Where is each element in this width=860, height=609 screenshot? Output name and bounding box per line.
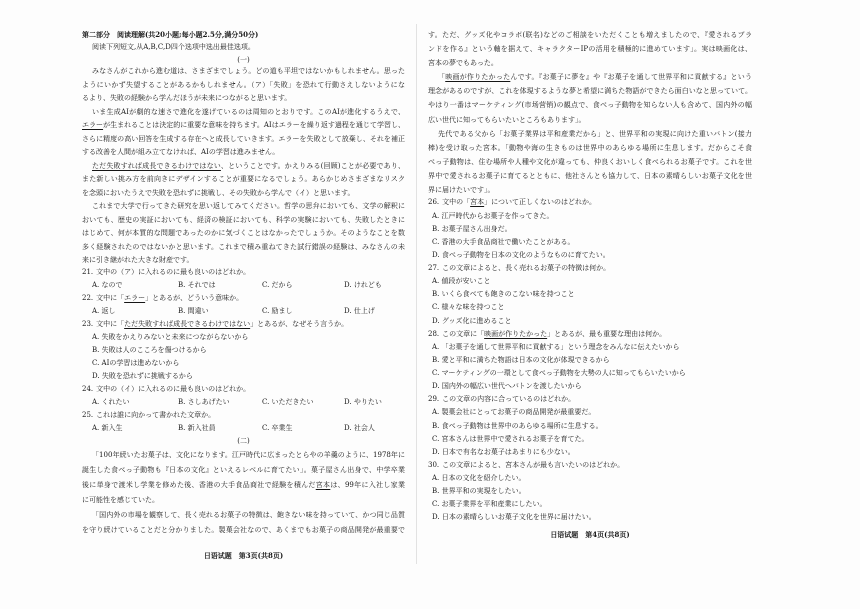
question-number: 26. [428,198,440,207]
passage-line: 先代である父から「お菓子業界は平和産業だから」と、世界平和の実現に向けた重いバトン(接力 [438,129,752,138]
text-segment: 、ということです。かえりみる(回顾)ことが必要であり、 [220,161,405,170]
question-stem [82,318,405,331]
question-stem [428,262,752,275]
text-segment: んです。『お菓子に夢を』や『お菓子を通して世界平和に貢献する』という [510,73,752,82]
question-stem [428,459,752,472]
question-22 [82,292,405,318]
passage-line: 界に届けたいです」。 [428,186,495,195]
answer-option: D. 食べっ子動物を日本の文化のようなものに育てたい。 [432,250,610,259]
passage-line [82,478,405,493]
text-segment: 「 [438,73,446,82]
passage-line: はじめて、何が本質的な問題であったのかに気づくことはなかったでしょうか。そのようなことを数 [82,229,405,238]
question-27 [428,262,752,328]
section-instructions: 阅读下列短文,从A,B,C,D四个选项中选出最佳选项。 [92,43,255,51]
question-30 [428,459,752,525]
answer-option: B. お菓子屋さん出身だ。 [432,224,512,233]
question-23 [82,318,405,383]
question-28 [428,328,752,394]
question-number: 29. [428,395,440,404]
answer-option: D. 日本で有名なお菓子はあまりにも少ない。 [432,447,575,456]
question-number: 28. [428,329,440,338]
passage-2 [82,448,405,538]
question-text: 文中の（ア）に入れるのに最も良いのはどれか。 [96,267,251,276]
answer-option: C. 卒業生 [262,423,293,432]
question-text: この文章の内容に合っているのはどれか。 [442,395,576,404]
page-footer-left: 日语试题 第3页(共8页) [203,551,284,560]
text-segment: 」とあるが、どういう意味か。 [145,293,244,302]
page-footer-right: 日语试题 第4页(共8页) [550,530,630,539]
question-29 [428,393,752,459]
passage-line: べっ子動物は、住む場所や人種や文化が違っても、仲良くおいしく食べられるお菓子です。これを世 [428,157,752,166]
answer-option: D. 仕上げ [344,306,375,315]
question-text [442,330,666,338]
question-stem [82,266,405,279]
passage-line: るより、失敗の経験から学んだほうが未来につながると思います。 [82,94,292,103]
options-row [82,305,405,318]
passage-line: 誕生した食べっ子動物も『日本の文化』といえるレベルに育てたい」。菓子屋さん出身で、中学卒業 [82,465,405,474]
answer-option: A. 値段が安いこと [432,277,491,286]
answer-option: D. けれども [344,280,382,289]
section-title: 第二部分 阅读理解(共20小题;每小题2.5分,满分50分) [82,30,259,39]
question-number: 27. [428,264,440,273]
question-text: 文中の（イ）に入れるのに最も良いのはどれか。 [96,384,251,393]
question-text [96,320,348,328]
question-stem [428,393,752,406]
question-group-2 [428,196,752,524]
answer-option: C. 様々な味を持つこと [432,303,505,312]
passage-line [428,70,752,84]
text-segment: 」とあるが、最も重要な理由は何か。 [547,329,667,338]
question-26 [428,196,752,262]
question-text: この文章によると、宮本さんが最も言いたいのはどれか。 [442,460,625,469]
passage-line: いま生成AIが劇的な速さで進化を遂げているのは周知のとおりです。このAIが進化するうえで、 [92,107,405,116]
answer-option: A. 江戸時代からお菓子を作ってきた。 [432,211,554,220]
passage-line: を守り続けていることだと分かりました。製菓会社なので、あくまでもお菓子の商品開発が最重要で [82,525,405,534]
answer-option: A. 失敗をかえりみないと未来につながらないから [92,332,249,341]
underlined-text: エラー [124,293,146,302]
question-number: 30. [428,460,440,469]
text-segment: 文中に「 [96,293,125,302]
answer-option: D. 国内外の幅広い世代へバトンを渡したいから [432,382,582,391]
options-row [82,396,405,409]
answer-option: A. 製菓会社にとってお菓子の商品開発が最重要だ。 [432,408,596,417]
underlined-text: 映画が作りたかった [445,73,511,82]
answer-option: C. マーケティングの一環として食べっ子動物を大勢の人に知ってもらいたいから [432,369,686,378]
text-segment: は、99年に入社し家業 [330,480,405,489]
question-text [442,198,596,206]
answer-option: A. くれたい [92,397,130,406]
question-text: これは誰に向かって書かれた文章か。 [96,410,216,419]
passage-line: 「100年続いたお菓子は、文化になります。江戸時代に広まったとらやの羊羹のように、1978年に [92,450,405,459]
passage-line: 理念があるのですが、これを体現するような夢と希望に満ちた物語ができたら面白いなと思っていて。 [428,87,752,96]
answer-option: D. 日本の素晴らしいお菓子文化を世界に届けたい。 [432,513,596,522]
answer-option: A. 日本の文化を紹介したい。 [432,474,526,483]
underlined-text: エラー [82,121,104,130]
question-25 [82,409,405,435]
passage-line: おいても、歴史の実証においても、経済の検証においても、科学の実験においても、失敗したときに [82,215,405,224]
passage-line: ンドを作る』という軸を据えて、キャラクターIPの活用を積極的に進めています」。実は映画化は、 [428,45,752,54]
question-stem [428,328,752,341]
answer-option: B. いくら食べても飽きのこない味を持つこと [432,290,575,299]
answer-option: B. それでは [178,280,216,289]
text-segment: 」とあるが、なぜそう言うか。 [250,319,349,328]
answer-option: C. 励まし [262,306,293,315]
passage-line: やはり一番はマーケティング(市场营销)の観点で、食べっ子動物を知らない人も含めて、国内外の幅 [428,101,752,110]
passage-line: 棒)を受け取った宮本。「動物や海の生きものは世界中のあらゆる場所に生息します。だからこそ食 [428,143,752,152]
answer-option: B. 世界平和の実現をしたい。 [432,487,526,496]
question-stem [428,196,752,209]
text-segment: が生まれることは決定的に重要な意味を持ちます。AIはエラーを繰り返す過程を通じて学習し、 [103,121,406,130]
question-stem [82,409,405,422]
answer-option: A. 返し [92,306,116,315]
passage-line: さらに精度の高い回答を生成する存在へと成長していきます。エラーを失敗として放棄し、それを補正 [82,134,405,143]
passage-line: 広い世代に知ってもらいたいところもあります」。 [428,115,586,124]
passage-line: 「国内外の市場を観察して、長く売れるお菓子の特徴は、飽きない味を持っていて、かつ同じ品質 [92,510,405,519]
answer-option: C. お菓子業界を平和産業にしたい。 [432,500,547,509]
text-segment: 後に単身で渡米し学業を修めた後、香港の大手食品商社で経験を積んだ [82,480,316,489]
question-group-1 [82,266,405,435]
question-number: 25. [82,410,94,419]
underlined-text: 映画が作りたかった [484,329,548,338]
answer-option: C. いただきたい [262,397,314,406]
passage-line: する改善を人間が組み立てなければ、AIの学習は進みません。 [82,148,280,157]
answer-option: D. 失敗を恐れずに挑戦するから [92,371,193,380]
passage-1 [82,65,405,268]
answer-option: A. なので [92,280,123,289]
answer-option: C. だから [262,280,293,289]
question-text: この文章によると、長く売れるお菓子の特徴は何か。 [442,264,611,273]
question-number: 21. [82,267,94,276]
underlined-text: ただ失敗すれば成長できるわけではない [92,161,221,170]
answer-option: B. 食べっ子動物は世界中のあらゆる場所に生息する。 [432,421,603,430]
text-segment: この文章に「 [442,329,485,338]
passage-line: みなさんがこれから進む道は、さまざまでしょう。どの道も平坦ではないかもしれません。思った [92,67,405,76]
passage-line: 来に引き継がれた大きな財産です。 [82,256,194,265]
answer-option: B. 愛と平和に満ちた物語は日本の文化が体現できるから [432,355,610,364]
answer-option: D. 社会人 [344,423,375,432]
answer-option: A. 「お菓子を通して世界平和に貢献する」という理念をみんなに伝えたいから [432,342,680,351]
question-number: 22. [82,293,94,302]
options-row [82,279,405,292]
column-divider [416,24,417,564]
underlined-text: ただ失敗すれば成長できるわけではない [124,319,251,328]
passage-line: 多く経験されたのではないかと思います。これまで積み重ねてきた試行錯誤の経験は、みなさんの未 [82,242,405,251]
text-segment: 文中の「 [442,198,471,207]
passage-line: 宮本の夢でもあった。 [428,59,498,68]
passage-line: す。ただ、グッズ化やコラボ(联名)などのご相談をいただくことも増えましたので、『愛されるブラ [428,31,752,39]
passage-line [82,119,405,133]
answer-option: C. 香港の大手食品商社で働いたことがある。 [432,237,575,246]
passage-2-label: (二) [237,437,250,445]
question-24 [82,383,405,409]
options-row [82,422,405,435]
text-segment: 文中に「 [96,319,125,328]
answer-option: D. やりたい [344,397,382,406]
passage-line: また新しい挑み方を前向きにデザインすることが重要になるでしょう。あらかじめさまざまなリスク [82,175,405,184]
question-stem [82,292,405,305]
answer-option: B. 失敗は人のこころを傷つけるから [92,345,207,354]
answer-option: C. AIの学習は進めないから [92,358,180,367]
passage-1-label: (一) [237,56,250,64]
passage-2-continued [428,28,752,197]
question-21 [82,266,405,292]
question-number: 24. [82,384,94,393]
answer-option: B. 間違い [178,306,209,315]
underlined-text: 宮本 [315,480,331,489]
passage-line: に可能性を感じていた。 [82,495,159,504]
underlined-text: 宮本 [470,198,485,207]
question-stem [82,383,405,396]
question-text [96,294,243,302]
text-segment: 」について正しくないのはどれか。 [484,198,597,207]
passage-line: 界中で愛されるお菓子に育てるとともに、他社さんとも協力して、日本の素晴らしいお菓子文化を世 [428,171,752,180]
answer-option: C. 宮本さんは世界中で愛されるお菓子を育てた。 [432,434,589,443]
answer-option: B. 新入社員 [178,423,216,432]
passage-line: これまで大学で行ってきた研究を思い返してみてください。哲学の思弁においても、文学の解釈に [92,202,405,211]
answer-option: D. グッズ化に進めること [432,316,512,325]
answer-option: A. 新入生 [92,423,123,432]
passage-line [82,160,405,174]
question-number: 23. [82,319,94,328]
passage-line: を念頭においたうえで失敗を恐れずに挑戦し、その失敗から学んで（イ）と思います。 [82,188,355,197]
passage-line: ようにいかず失望することがあるかもしれません。（ア）「失敗」を恐れて行動さえしないようにな [82,80,405,89]
answer-option: B. さしあげたい [178,397,230,406]
